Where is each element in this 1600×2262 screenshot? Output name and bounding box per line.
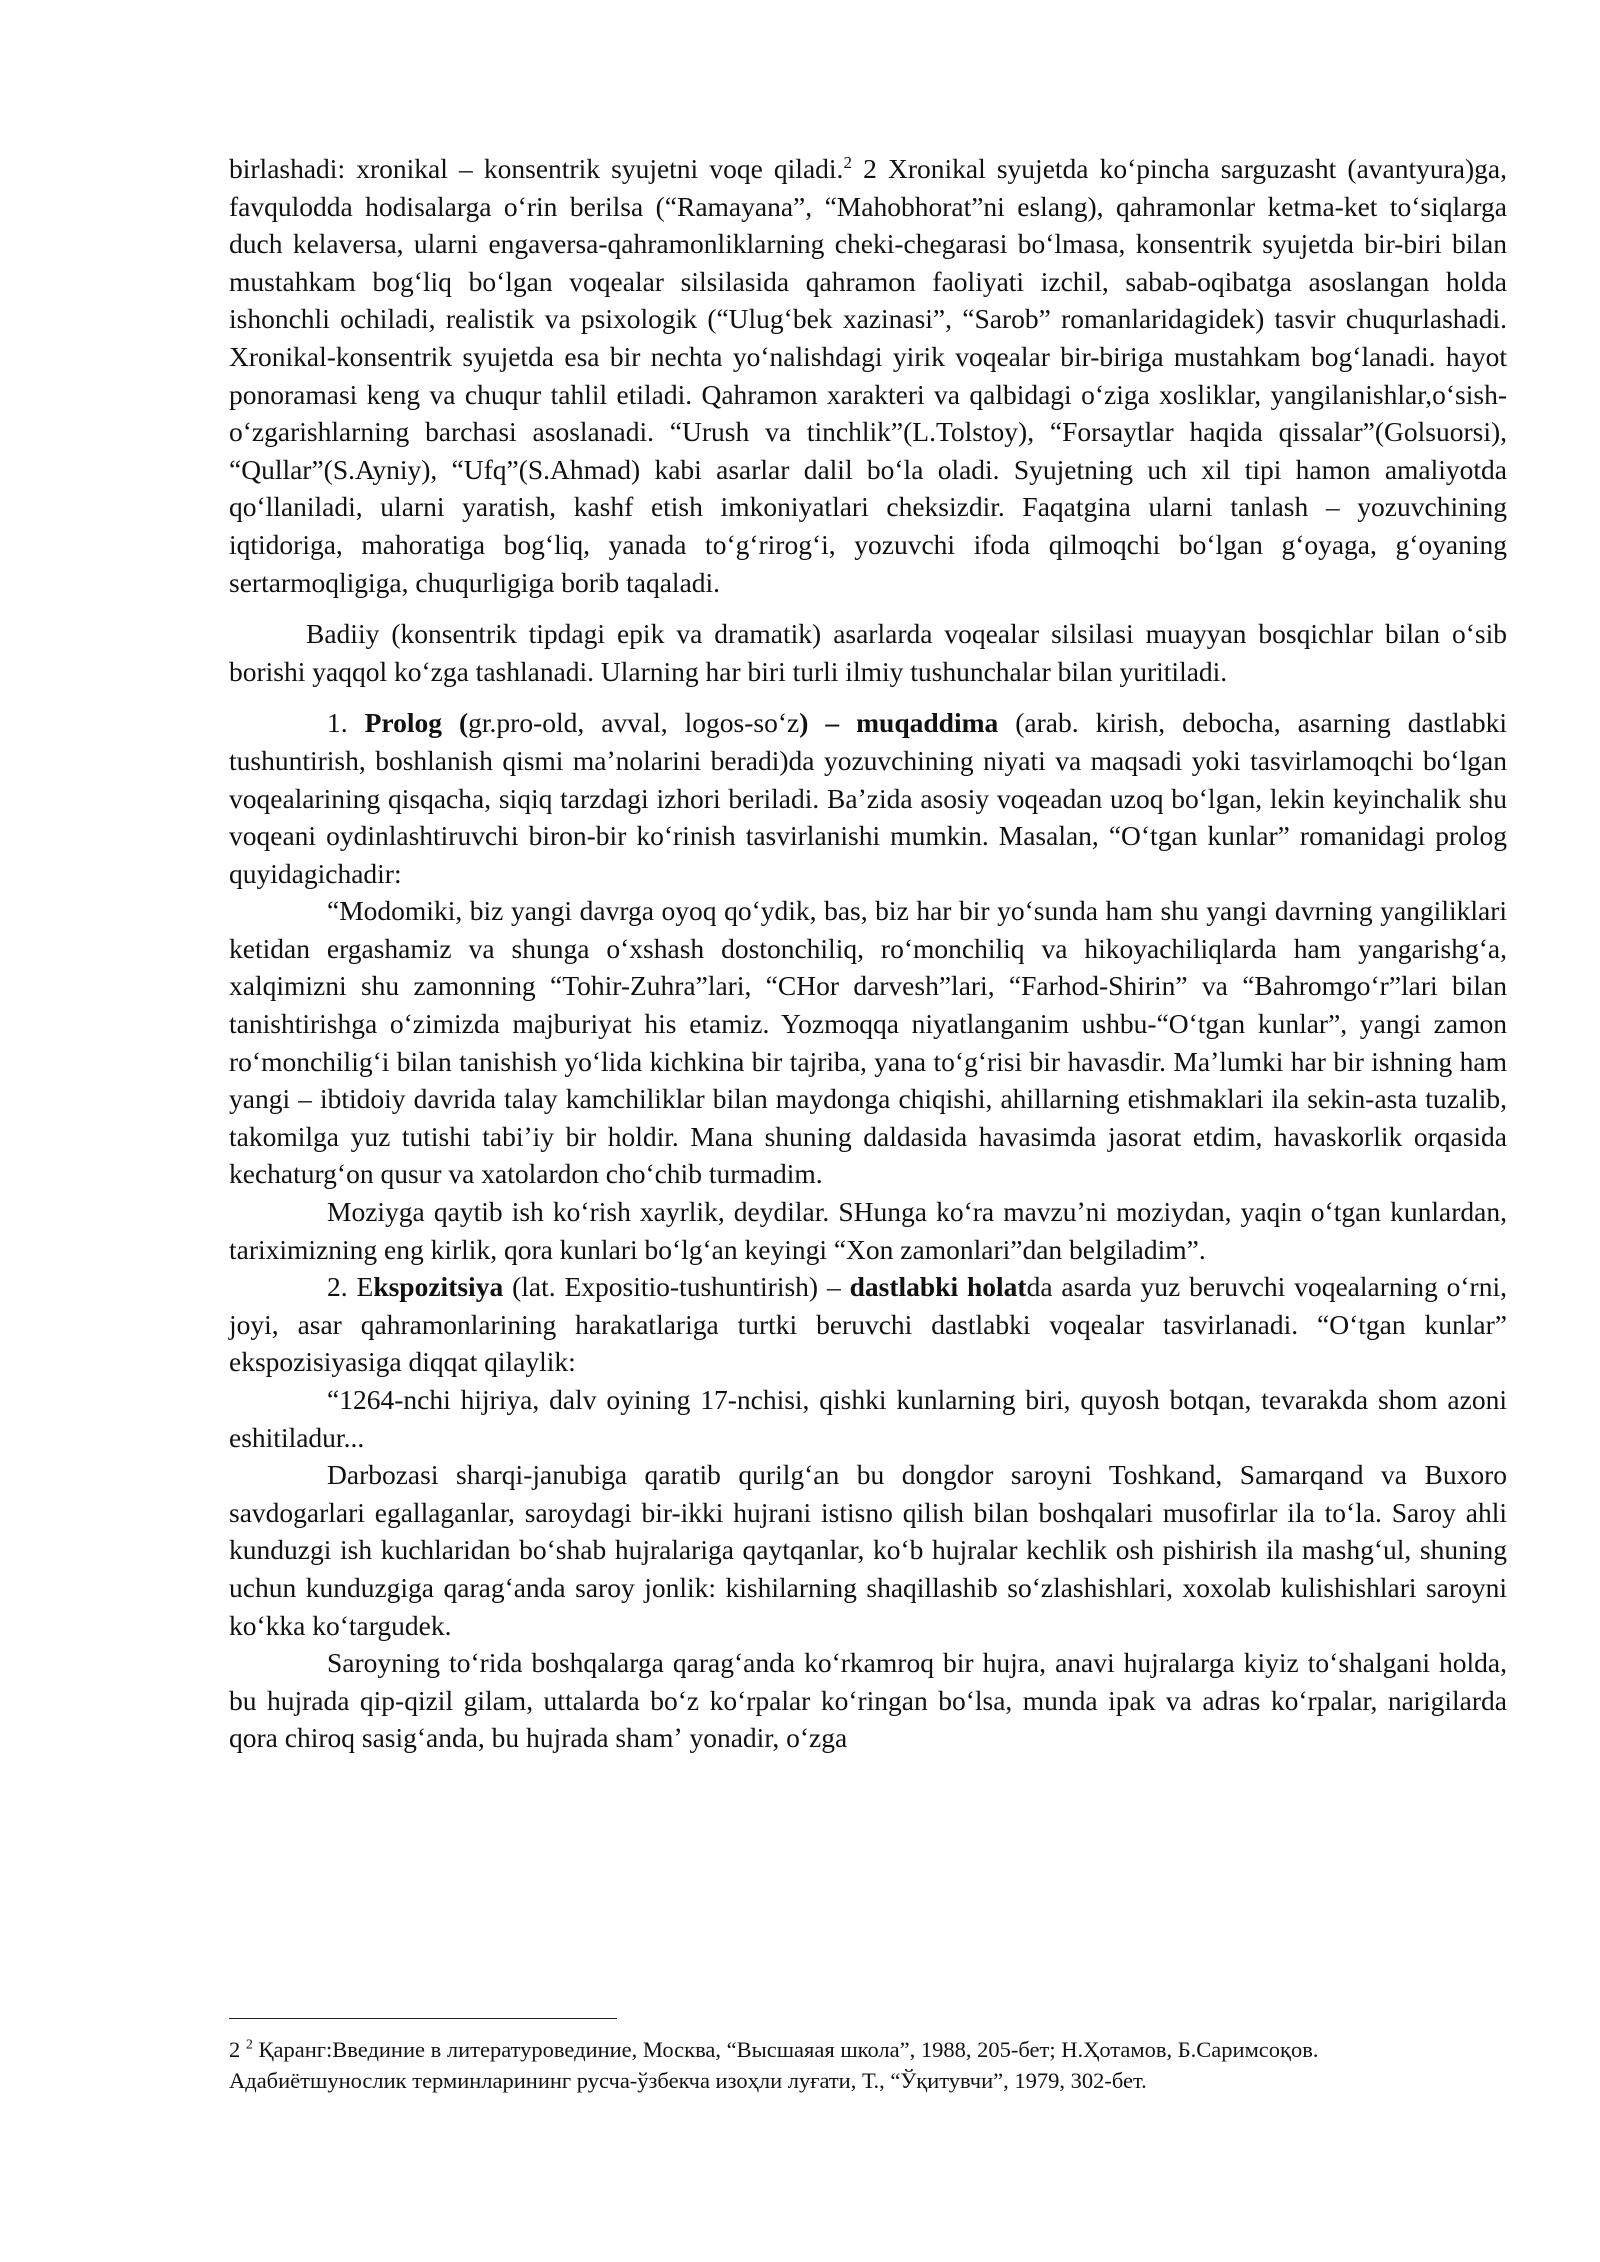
footnote-number: 2 (229, 2037, 246, 2062)
term-muqaddima: ) – muqaddima (799, 707, 999, 739)
footnote-separator (229, 2018, 617, 2019)
paragraph-syujet-types (229, 150, 1507, 601)
term-ekspozitsiya: kspozitsiya (373, 1271, 504, 1303)
paragraph-prolog (229, 704, 1507, 892)
term-prolog: Prolog ( (364, 707, 469, 739)
footnote-ref[interactable]: 2 (843, 152, 852, 172)
text: da asarda yuz beruvchi voqealarning oʻrni, joyi, asar qahramonlarining harakatlariga turtki beruvchi dastlabki voqealar tasvirlanadi. “Oʻtgan kunlar” ekspozisiyasiga diqqat qilaylik: (229, 1271, 1507, 1378)
text: 2 Xronikal syujetda koʻpincha sarguzasht (avantyura)ga, favqulodda hodisalarga oʻrin berilsa (“Ramayana”, “Mahobhorat”ni eslang), qahramonlar ketma-ket toʻsiqlarga duch kelaversa, ularni engaversa-qahramonliklarning cheki-chegarasi boʻlmasa, konsentrik syujetda bir-biri bilan mustahkam bogʻliq boʻlgan voqealar silsilasida qahramon faoliyati izchil, sabab-oqibatga asoslangan holda ishonchli ochiladi, realistik va psixologik (“Ulugʻbek xazinasi”, “Sarob” romanlaridagidek) tasvir chuqurlashadi. Xronikal-konsentrik syujetda esa bir nechta yoʻnalishdagi yirik voqealar bir-biriga mustahkam bogʻlanadi. hayot ponoramasi keng va chuqur tahlil etiladi. Qahramon xarakteri va qalbidagi oʻziga xosliklar, yangilanishlar,oʻsish-oʻzgarishlarning barchasi asoslanadi. “Urush va tinchlik”(L.Tolstoy), “Forsaytlar haqida qissalar”(Golsuorsi), “Qullar”(S.Ayniy), “Ufq”(S.Ahmad) kabi asarlar dalil boʻla oladi. Syujetning uch xil tipi hamon amaliyotda qoʻllaniladi, ularni yaratish, kashf etish imkoniyatlari cheksizdir. Faqatgina ularni tanlash – yozuvchining iqtidoriga, mahoratiga bogʻliq, yanada toʻgʻrirogʻi, yozuvchi ifoda qilmoqchi boʻlgan gʻoyaga, gʻoyaning sertarmoqligiga, chuqurligiga borib taqaladi. (229, 153, 1507, 598)
footnote-text: Қаранг:Введиние в литературовединие, Москва, “Высшаяая школа”, 1988, 205-бет; Н.Ҳотамов, Б.Саримсоқов. Адабиётшунослик терминларининг русча-ўзбекча изоҳли луғати, Т., “Ўқитувчи”, 1979, 302-бет. (229, 2037, 1319, 2093)
term-dastlabki-holat: dastlabki holat (849, 1271, 1027, 1303)
text: birlashadi: xronikal – konsentrik syujetni voqe qiladi. (229, 153, 844, 184)
quote-moziy: Moziyga qaytib ish koʻrish xayrlik, deydilar. SHunga koʻra mavzuʼni moziydan, yaqin oʻtgan kunlardan, tariximizning eng kirlik, qora kunlari boʻlgʻan keyingi “Xon zamonlari”dan belgiladim”. (229, 1196, 1507, 1265)
paragraph-badiiy: Badiiy (konsentrik tipdagi epik va dramatik) asarlarda voqealar silsilasi muayyan bosqichlar bilan oʻsib borishi yaqqol koʻzga tashlanadi. Ularning har biri turli ilmiy tushunchalar bilan yuritiladi. (229, 618, 1507, 687)
list-number: 1. (327, 707, 365, 739)
text: (arab. kirish, debocha, asarning dastlabki tushuntirish, boshlanish qismi maʼnolarini beradi)da yozuvchining niyati va maqsadi yoki tasvirlamoqchi boʻlgan voqealarining qisqacha, siqiq tarzdagi izhori beriladi. Baʼzida asosiy voqeadan uzoq boʻlgan, lekin keyinchalik shu voqeani oydinlashtiruvchi biron-bir koʻrinish tasvirlanishi mumkin. Masalan, “Oʻtgan kunlar” romanidagi prolog quyidagichadir: (229, 707, 1508, 889)
text: gr.pro-old, avval, logos-soʻz (468, 707, 800, 739)
footnote (229, 2034, 1499, 2096)
quote-hijriya: “1264-nchi hijriya, dalv oyining 17-nchisi, qishki kunlarning biri, quyosh botqan, tevarakda shom azoni eshitiladur... (229, 1384, 1507, 1453)
text: (lat. Expositio-tushuntirish) – (503, 1271, 850, 1303)
list-number: 2. E (327, 1271, 374, 1303)
quote-prolog: “Modomiki, biz yangi davrga oyoq qoʻydik, bas, biz har bir yoʻsunda ham shu yangi davrning yangiliklari ketidan ergashamiz va shunga oʻxshash dostonchiliq, roʻmonchiliq va hikoyachiliqlarda ham yangarishgʻa, xalqimizni shu zamonning “Tohir-Zuhra”lari, “CHor darvesh”lari, “Farhod-Shirin” va “Bahromgoʻr”lari bilan tanishtirishga oʻzimizda majburiyat his etamiz. Yozmoqqa niyatlanganim ushbu-“Oʻtgan kunlar”, yangi zamon roʻmonchiligʻi bilan tanishish yoʻlida kichkina bir tajriba, yana toʻgʻrisi bir havasdir. Maʼlumki har bir ishning ham yangi – ibtidoiy davrida talay kamchiliklar bilan maydonga chiqishi, ahillarning etishmaklari ila sekin-asta tuzalib, takomilga yuz tutishi tabiʼiy bir holdir. Mana shuning daldasida havasimda jasorat etdim, havaskorlik orqasida kechaturgʻon qusur va xatolardon choʻchib turmadim. (229, 895, 1507, 1190)
footnote-sup: 2 (245, 2037, 253, 2053)
document-page (229, 150, 1507, 1757)
paragraph-ekspozitsiya (229, 1268, 1507, 1381)
quote-darboza: Darbozasi sharqi-janubiga qaratib qurilgʻan bu dongdor saroyni Toshkand, Samarqand va Buxoro savdogarlari egallaganlar, saroydagi bir-ikki hujrani istisno qilish bilan boshqalari musofirlar ila toʻla. Saroy ahli kunduzgi ish kuchlaridan boʻshab hujralariga qaytqanlar, koʻb hujralar kechlik osh pishirish ila mashgʻul, shuning uchun kunduzgiga qaragʻanda saroy jonlik: kishilarning shaqillashib soʻzlashishlari, xoxolab kulishishlari saroyni koʻkka koʻtargudek. (229, 1459, 1507, 1641)
quote-saroy: Saroyning toʻrida boshqalarga qaragʻanda koʻrkamroq bir hujra, anavi hujralarga kiyiz toʻshalgani holda, bu hujrada qip-qizil gilam, uttalarda boʻz koʻrpalar koʻringan boʻlsa, munda ipak va adras koʻrpalar, narigilarda qora chiroq sasigʻanda, bu hujrada shamʼ yonadir, oʻzga (229, 1647, 1507, 1754)
